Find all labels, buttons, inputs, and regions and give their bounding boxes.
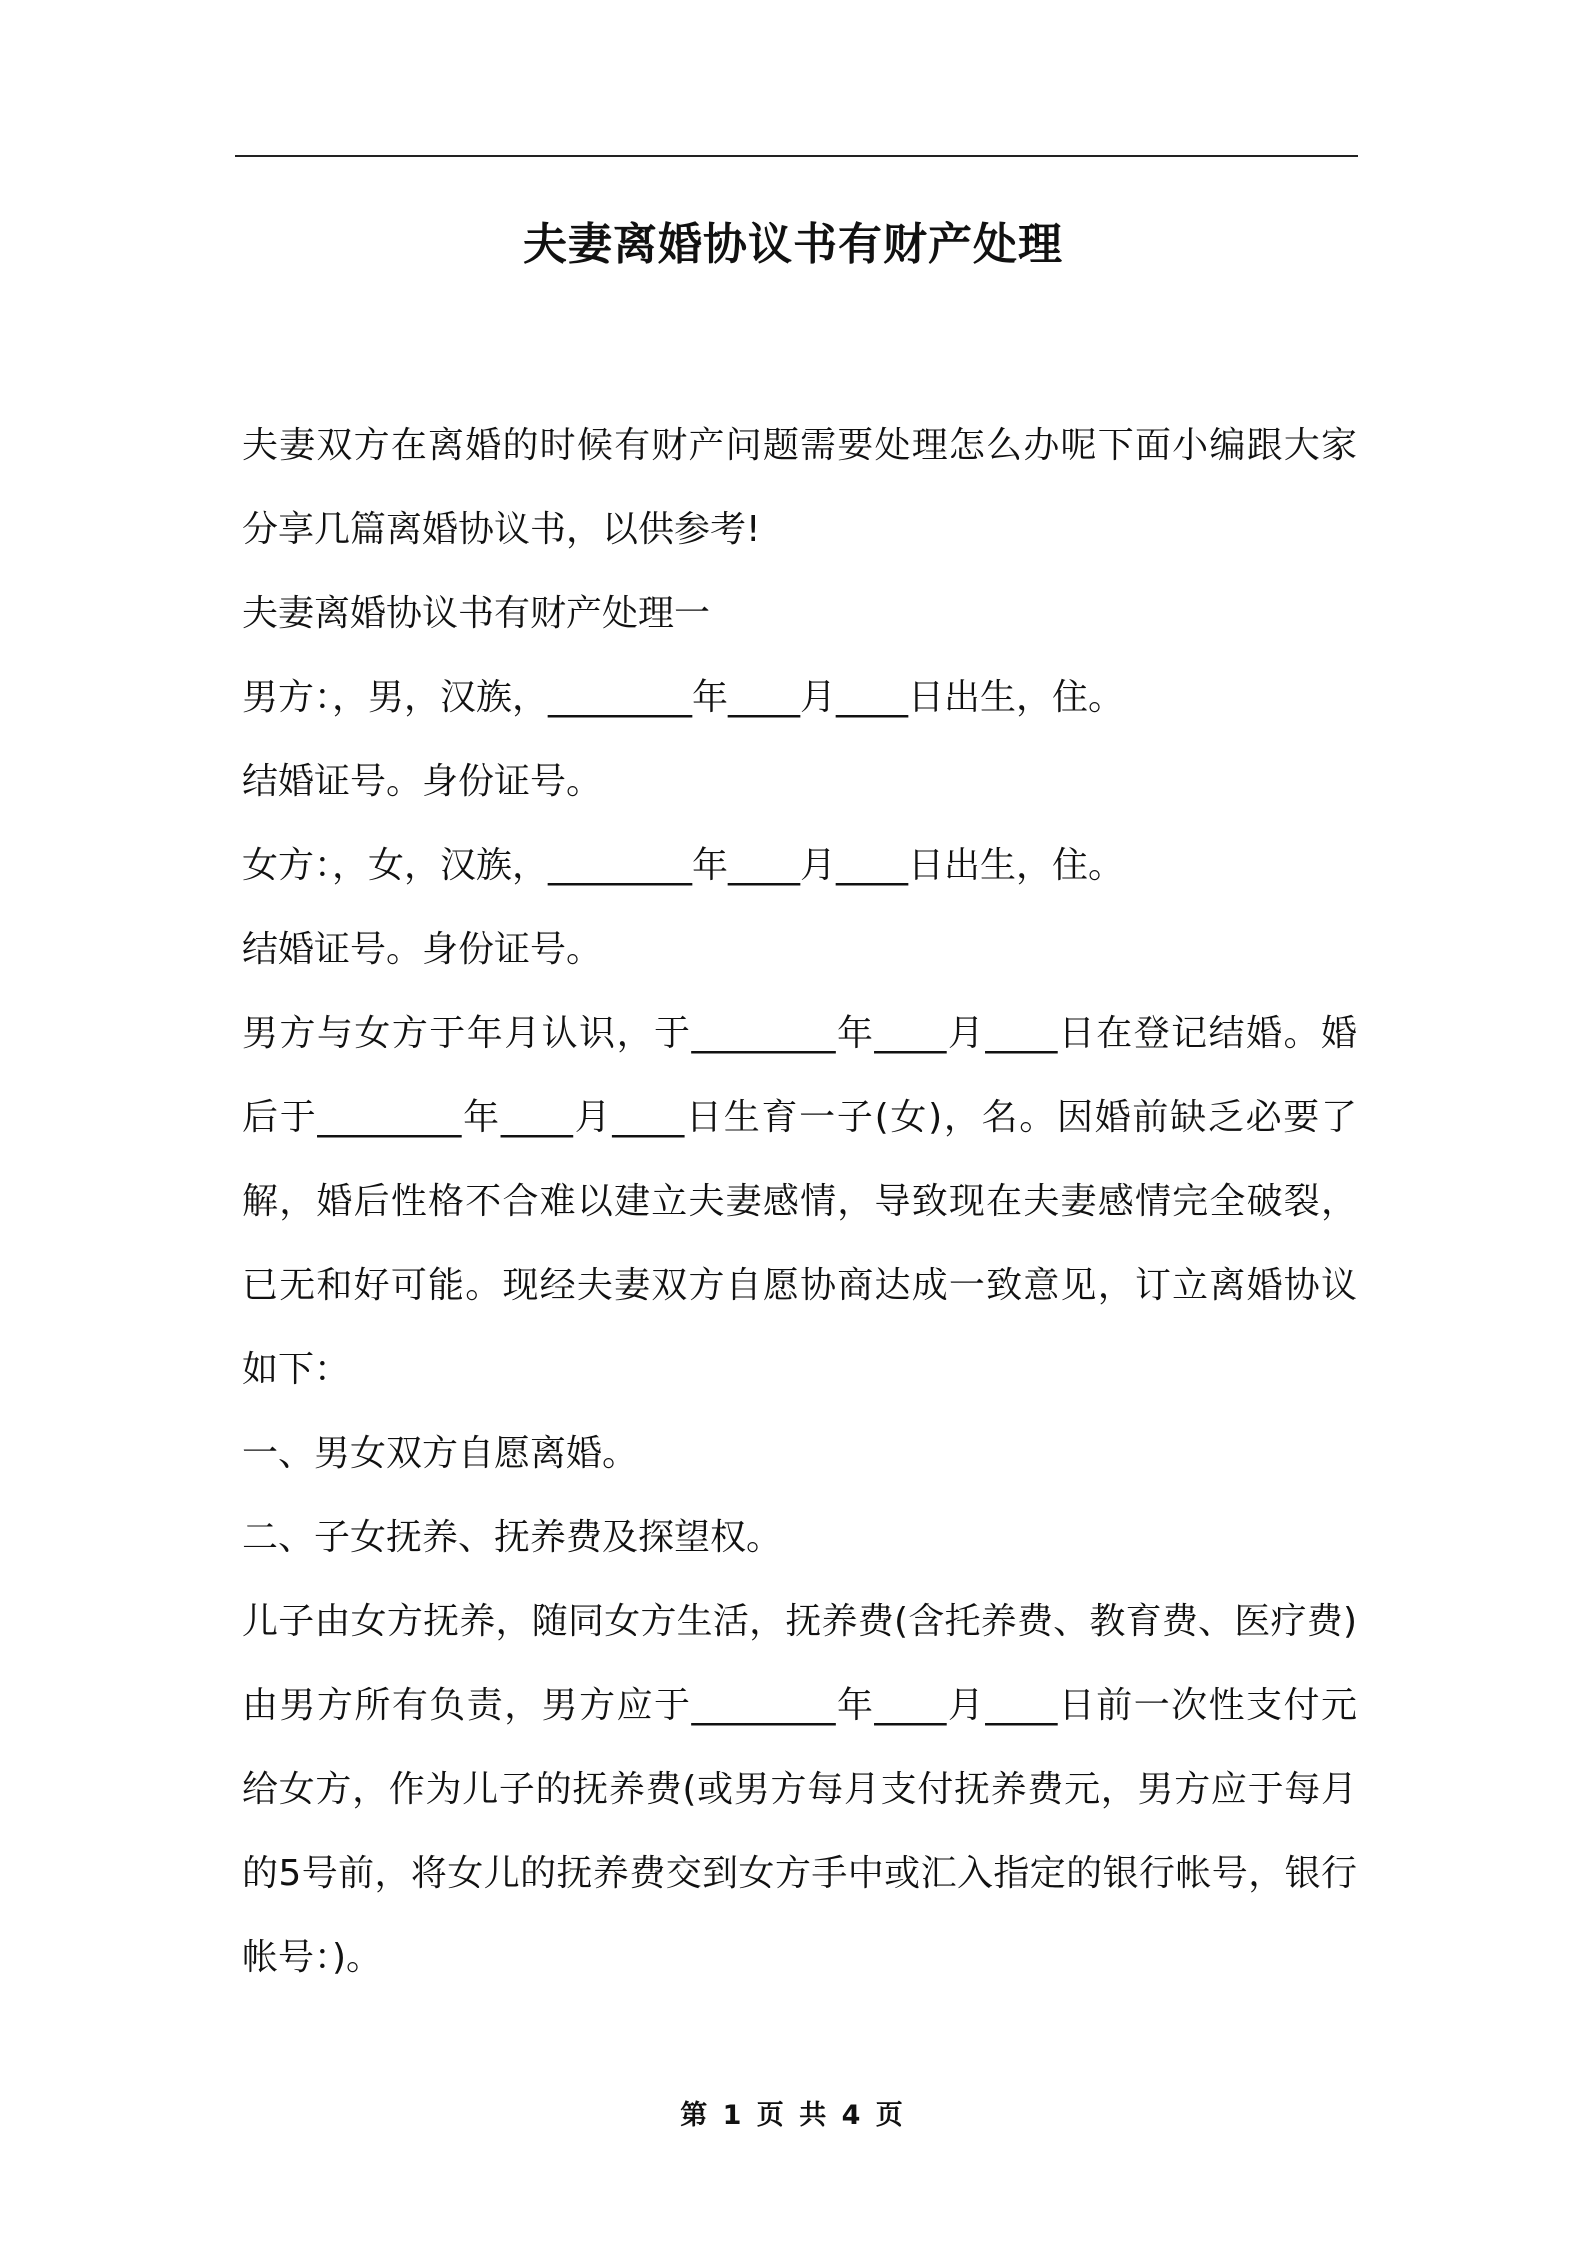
wife-info: 女方：，女，汉族，________年____月____日出生，住。: [242, 845, 1125, 886]
section-heading: 夫妻离婚协议书有财产处理一: [242, 593, 711, 634]
header-rule: [235, 155, 1358, 157]
husband-id-line: 结婚证号。身份证号。: [242, 761, 603, 802]
marriage-background-paragraph: 男方与女方于年月认识，于________年____月____日在登记结婚。婚后于________年____月____日生育一子(女)，名。因婚前缺乏必要了解，婚后性格不合难以建立夫妻感情，导致现在夫妻感情完全破裂，已无和好可能。现经夫妻双方自愿协商达成一致意见，订立离婚协议如下：: [242, 1013, 1357, 1390]
clause-1: 一、男女双方自愿离婚。: [242, 1433, 639, 1474]
page-number: 第 1 页 共 4 页: [680, 2100, 906, 2131]
document-title: 夫妻离婚协议书有财产处理: [523, 219, 1063, 270]
clause-2: 二、子女抚养、抚养费及探望权。: [242, 1517, 783, 1558]
intro-paragraph: 夫妻双方在离婚的时候有财产问题需要处理怎么办呢下面小编跟大家分享几篇离婚协议书，以供参考!: [242, 425, 1357, 550]
husband-info: 男方：，男，汉族，________年____月____日出生，住。: [242, 677, 1125, 718]
wife-id-line: 结婚证号。身份证号。: [242, 929, 603, 970]
child-support-paragraph: 儿子由女方抚养，随同女方生活，抚养费(含托养费、教育费、医疗费)由男方所有负责，男方应于________年____月____日前一次性支付元给女方，作为儿子的抚养费(或男方每月支付抚养费元，男方应于每月的5号前，将女儿的抚养费交到女方手中或汇入指定的银行帐号，银行帐号：)。: [242, 1601, 1357, 1978]
document-body: [242, 404, 1357, 2000]
